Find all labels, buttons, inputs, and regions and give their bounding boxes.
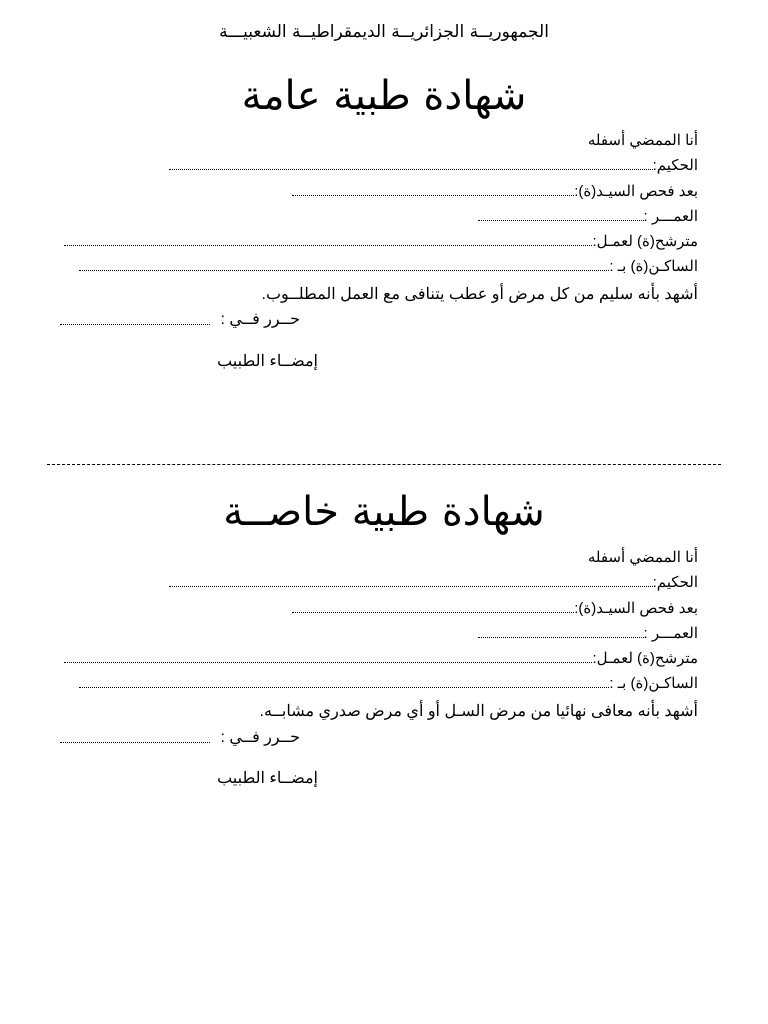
written-in-field xyxy=(60,730,300,746)
resident-field xyxy=(79,259,698,274)
candidate-job-dotted-line xyxy=(64,245,592,246)
cut-separator xyxy=(47,464,721,465)
undersigned-line xyxy=(588,133,698,148)
doctor-label: الحكيم: xyxy=(652,157,698,174)
health-statement xyxy=(262,287,698,303)
health-statement-text: أشهد بأنه معافى نهائيا من مرض السـل أو أي مرض صدري مشابــه. xyxy=(259,703,698,720)
doctor-field xyxy=(169,158,698,173)
written-in-dotted-line xyxy=(60,324,210,325)
health-statement-text: أشهد بأنه سليم من كل مرض أو عطب يتنافى مع العمل المطلــوب. xyxy=(261,286,698,303)
undersigned-line xyxy=(588,550,698,565)
resident-dotted-line xyxy=(79,270,609,271)
candidate-job-dotted-line xyxy=(64,662,592,663)
age-dotted-line xyxy=(478,637,644,638)
health-statement xyxy=(260,704,698,720)
undersigned-text: أنا الممضي أسفله xyxy=(587,549,698,566)
written-in-label: حــرر فــي : xyxy=(220,729,300,746)
age-dotted-line xyxy=(478,220,644,221)
resident-label: الساكـن(ة) بـ : xyxy=(609,258,698,275)
age-field xyxy=(478,626,698,641)
resident-label: الساكـن(ة) بـ : xyxy=(609,675,698,692)
age-label: العمـــر : xyxy=(643,625,698,642)
written-in-label: حــرر فــي : xyxy=(220,311,300,328)
examined-person-field xyxy=(292,601,698,616)
examined-person-dotted-line xyxy=(292,195,574,196)
general-certificate-title: شهادة طبية عامة xyxy=(241,73,527,119)
republic-header: الجمهوريــة الجزائريــة الديمقراطيــة الشعبيـــة xyxy=(219,22,549,42)
written-in-dotted-line xyxy=(60,742,210,743)
doctor-signature: إمضــاء الطبيب xyxy=(217,770,318,787)
age-label: العمـــر : xyxy=(643,208,698,225)
examined-person-label: بعد فحص السيـد(ة): xyxy=(574,600,698,617)
candidate-job-field xyxy=(64,651,698,666)
examined-person-field xyxy=(292,184,698,199)
doctor-field xyxy=(169,575,698,590)
resident-dotted-line xyxy=(79,687,609,688)
doctor-dotted-line xyxy=(169,169,653,170)
candidate-job-field xyxy=(64,234,698,249)
resident-field xyxy=(79,676,698,691)
written-in-field xyxy=(60,312,300,328)
doctor-dotted-line xyxy=(169,586,653,587)
candidate-job-label: مترشح(ة) لعمـل: xyxy=(592,233,698,250)
candidate-job-label: مترشح(ة) لعمـل: xyxy=(592,650,698,667)
examined-person-dotted-line xyxy=(292,612,574,613)
doctor-signature: إمضــاء الطبيب xyxy=(217,353,318,370)
age-field xyxy=(478,209,698,224)
undersigned-text: أنا الممضي أسفله xyxy=(587,132,698,149)
doctor-label: الحكيم: xyxy=(652,574,698,591)
special-certificate-title: شهادة طبية خاصــة xyxy=(223,489,545,535)
examined-person-label: بعد فحص السيـد(ة): xyxy=(574,183,698,200)
